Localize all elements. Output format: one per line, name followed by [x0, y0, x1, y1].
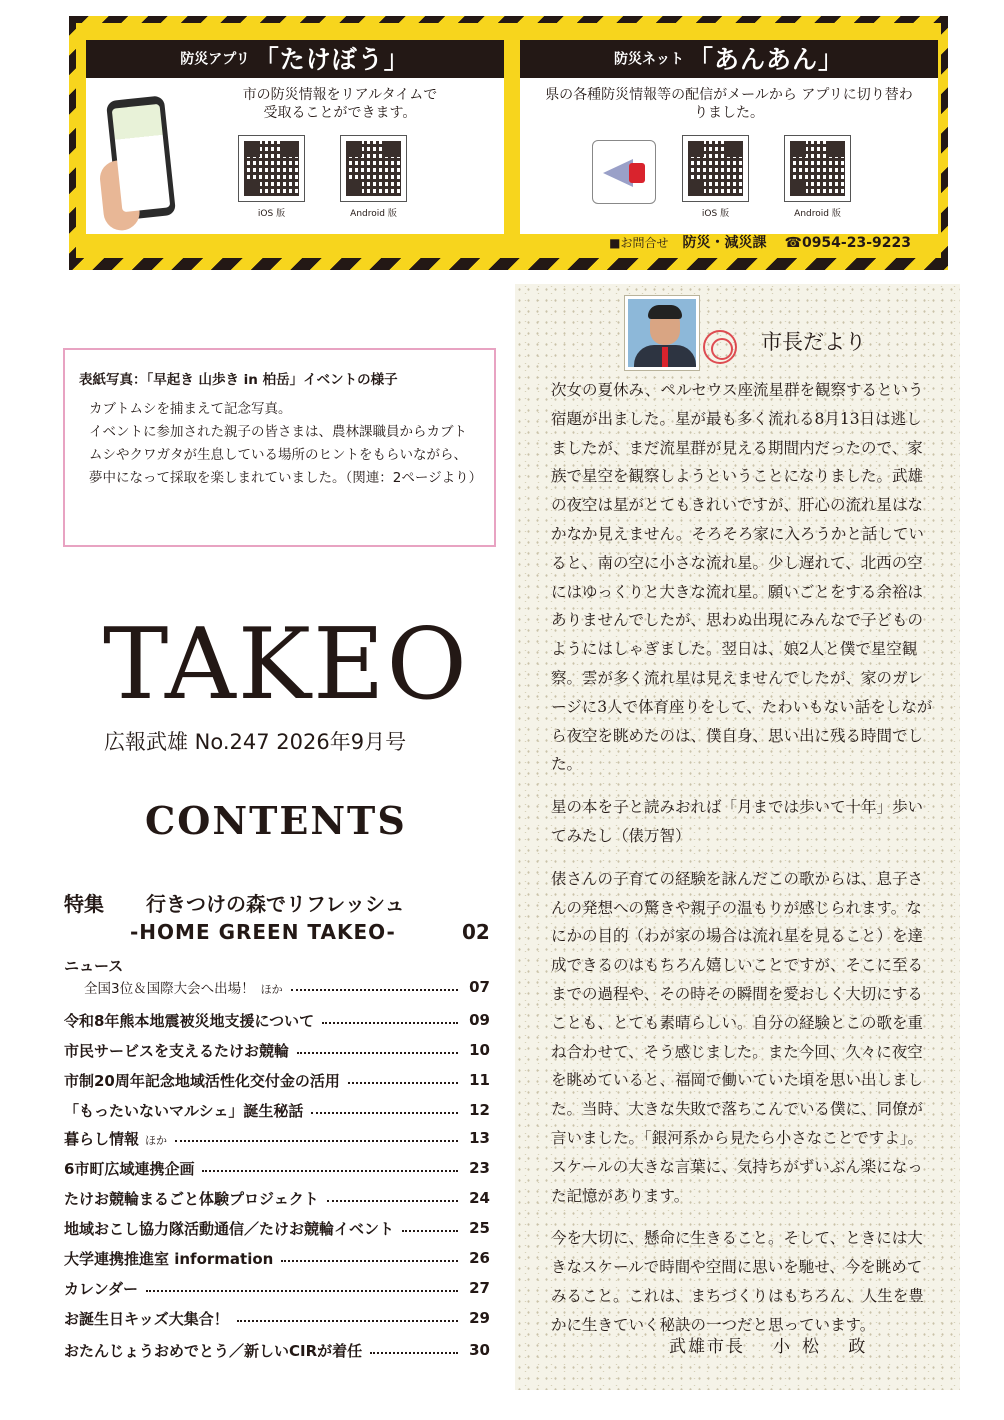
anan-app-name: 「あんあん」 — [687, 44, 844, 74]
toc-item[interactable] — [64, 1186, 490, 1210]
toc-item-page: 12 — [469, 1101, 490, 1119]
feature-title[interactable]: 行きつけの森でリフレッシュ — [146, 892, 405, 916]
toc-item-title: お誕生日キッズ大集合！ — [64, 1309, 229, 1328]
takebou-android-label: Android 版 — [350, 209, 397, 219]
mayor-letter — [515, 284, 960, 1390]
toc-item-page: 29 — [469, 1309, 490, 1327]
takebou-description: 市の防災情報をリアルタイムで 受取ることができます。 — [242, 87, 438, 121]
toc-item-title: 地域おこし協力隊活動通信／たけお競輪イベント — [64, 1219, 395, 1238]
toc-item[interactable] — [64, 1276, 490, 1300]
anan-android-qr-icon[interactable] — [784, 135, 851, 202]
toc-item[interactable] — [64, 1338, 490, 1362]
anan-panel — [520, 40, 938, 234]
toc-item[interactable] — [64, 1068, 490, 1092]
toc-item-title: 6市町広域連携企画 — [64, 1159, 195, 1178]
inquiry-label: ■お問合せ — [609, 236, 669, 250]
magazine-logo: TAKEO — [103, 608, 469, 722]
takebou-panel — [86, 40, 504, 234]
toc-item-title: 暮らし情報 ほか — [64, 1129, 168, 1148]
toc-item-title: 市制20周年記念地域活性化交付金の活用 — [64, 1071, 340, 1090]
toc-item-page: 27 — [469, 1279, 490, 1297]
letter-paragraph: 今を大切に、懸命に生きること。そして、ときには大きなスケールで時間や空間に思いを馳せ、今を眺めてみること。これは、まちづくりはもちろん、人生を豊かに生きていく秘訣の一つだと思っています。 — [551, 1229, 924, 1334]
toc-item[interactable] — [64, 1098, 490, 1122]
feature-page-number: 02 — [462, 920, 490, 944]
toc-item-page: 26 — [469, 1249, 490, 1267]
toc-item-title: 市民サービスを支えるたけお競輪 — [64, 1041, 290, 1060]
toc-item-title: おたんじょうおめでとう／新しいCIRが着任 — [64, 1341, 363, 1360]
toc-item-page: 30 — [469, 1341, 490, 1359]
letter-body — [551, 376, 936, 1354]
toc-item[interactable] — [64, 1216, 490, 1240]
takebou-header — [86, 40, 504, 78]
inquiry-info — [609, 232, 911, 252]
cover-photo-body: カブトムシを捕まえて記念写真。 イベントに参加された親子の皆さまは、農林課職員からカブトムシやクワガタが生息している場所のヒントをもらいながら、夢中になって採取を楽しまれていました。（関連：2ページより） — [89, 401, 483, 486]
feature-subtitle[interactable]: -HOME GREEN TAKEO- — [130, 920, 396, 944]
toc-item-title: 大学連携推進室 information — [64, 1249, 274, 1268]
toc-item[interactable] — [64, 1306, 490, 1330]
toc-item[interactable] — [64, 1246, 490, 1270]
toc-item-page: 13 — [469, 1129, 490, 1147]
letter-tanka: 星の本を子と読みおれば「月までは歩いて十年」歩いてみたし（俵万智） — [551, 798, 924, 845]
signature-name: 小松 政 — [773, 1337, 878, 1357]
cover-photo-title: 表紙写真：「早起き 山歩き in 柏岳」イベントの様子 — [79, 372, 398, 388]
anan-android-label: Android 版 — [794, 209, 841, 219]
anan-type-label: 防災ネット — [613, 51, 684, 68]
banner-inner — [76, 23, 941, 258]
toc-item-page: 23 — [469, 1159, 490, 1177]
letter-paragraph: 次女の夏休み、ペルセウス座流星群を観察するという宿題が出ました。星が最も多く流れる8月13日は逃しましたが、まだ流星群が見える期間内だったので、家族で星空を観察しようということになりました。武雄の夜空は星がとてもきれいですが、肝心の流れ星はなかなか見えません。そろそろ家に入ろうかと話していると、南の空に小さな流れ星。少し遅れて、北西の空にはゆっくりと大きな流れ星。願いごとをする余裕はありませんでしたが、思わぬ出現にみんなで子どものようにはしゃぎました。翌日は、娘2人と僕で星空観察。雲が多く流れ星は見えませんでしたが、家のガレージに3人で体育座りをして、たわいもない話をしながら夜空を眺めたのは、僕自身、思い出に残る時間でした。 — [551, 381, 933, 774]
letter-signature — [669, 1332, 877, 1357]
toc-item-page: 24 — [469, 1189, 490, 1207]
takebou-ios-qr-icon[interactable] — [238, 135, 305, 202]
toc-item[interactable] — [64, 1126, 490, 1150]
anan-ios-qr-icon[interactable] — [682, 135, 749, 202]
toc-item[interactable] — [64, 975, 490, 999]
toc-item-page: 10 — [469, 1041, 490, 1059]
megaphone-icon — [592, 140, 656, 204]
takebou-android-qr-icon[interactable] — [340, 135, 407, 202]
toc-item-page: 11 — [469, 1071, 490, 1089]
inquiry-department: 防災・減災課 — [682, 235, 767, 251]
contents-heading: CONTENTS — [145, 798, 407, 843]
takebou-app-name: 「たけぼう」 — [253, 44, 410, 74]
takebou-ios-label: iOS 版 — [257, 209, 286, 219]
toc-item[interactable] — [64, 1156, 490, 1180]
issue-label: 広報武雄 No.247 2026年9月号 — [104, 730, 407, 754]
anan-header — [520, 40, 938, 78]
toc-item-title: 全国3位＆国際大会へ出場！ ほか — [84, 981, 283, 997]
cover-photo-caption-box — [63, 348, 496, 547]
toc-item-page: 25 — [469, 1219, 490, 1237]
toc-item-title: 「もったいないマルシェ」誕生秘話 — [64, 1101, 304, 1120]
news-label: ニュース — [64, 957, 124, 975]
letter-title: 市長だより — [761, 330, 866, 354]
toc-item[interactable] — [64, 1038, 490, 1062]
mayor-portrait — [625, 296, 699, 370]
smartphone-icon — [106, 95, 176, 220]
toc-item-title: たけお競輪まるごと体験プロジェクト — [64, 1189, 319, 1208]
takebou-type-label: 防災アプリ — [180, 51, 250, 68]
feature-label: 特集 — [64, 892, 104, 916]
phone-screen — [112, 104, 171, 212]
letter-paragraph: 俵さんの子育ての経験を詠んだこの歌からは、息子さんの発想への驚きや親子の温もりが感じられます。なにかの目的（わが家の場合は流れ星を見ること）を達成できるのはもちろん嬉しいことですが、そこに至るまでの過程や、その時その瞬間を愛おしく大切にすることも、とても素晴らしい。自分の経験とこの歌を重ね合わせて、そう感じました。また今回、久々に夜空を眺めていると、福岡で働いていた頃を思い出しました。当時、大きな失敗で落ちこんでいる僕に、同僚が言いました。「銀河系から見たら小さなことですよ」。スケールの大きな言葉に、気持ちがずいぶん楽になった記憶があります。 — [551, 869, 924, 1205]
toc-item-page: 09 — [469, 1011, 490, 1029]
disaster-info-banner — [69, 16, 948, 270]
inquiry-phone[interactable]: ☎0954-23-9223 — [784, 235, 911, 251]
anan-ios-label: iOS 版 — [701, 209, 730, 219]
toc-item-title: 令和8年熊本地震被災地支援について — [64, 1011, 315, 1030]
anan-description: 県の各種防災情報等の配信がメールから アプリに切り替わりました。 — [545, 87, 913, 121]
toc-item[interactable] — [64, 1008, 490, 1032]
seal-icon — [703, 330, 737, 364]
toc-item-page: 07 — [469, 978, 490, 996]
toc-item-title: カレンダー — [64, 1279, 139, 1298]
signature-title: 武雄市長 — [669, 1337, 745, 1357]
